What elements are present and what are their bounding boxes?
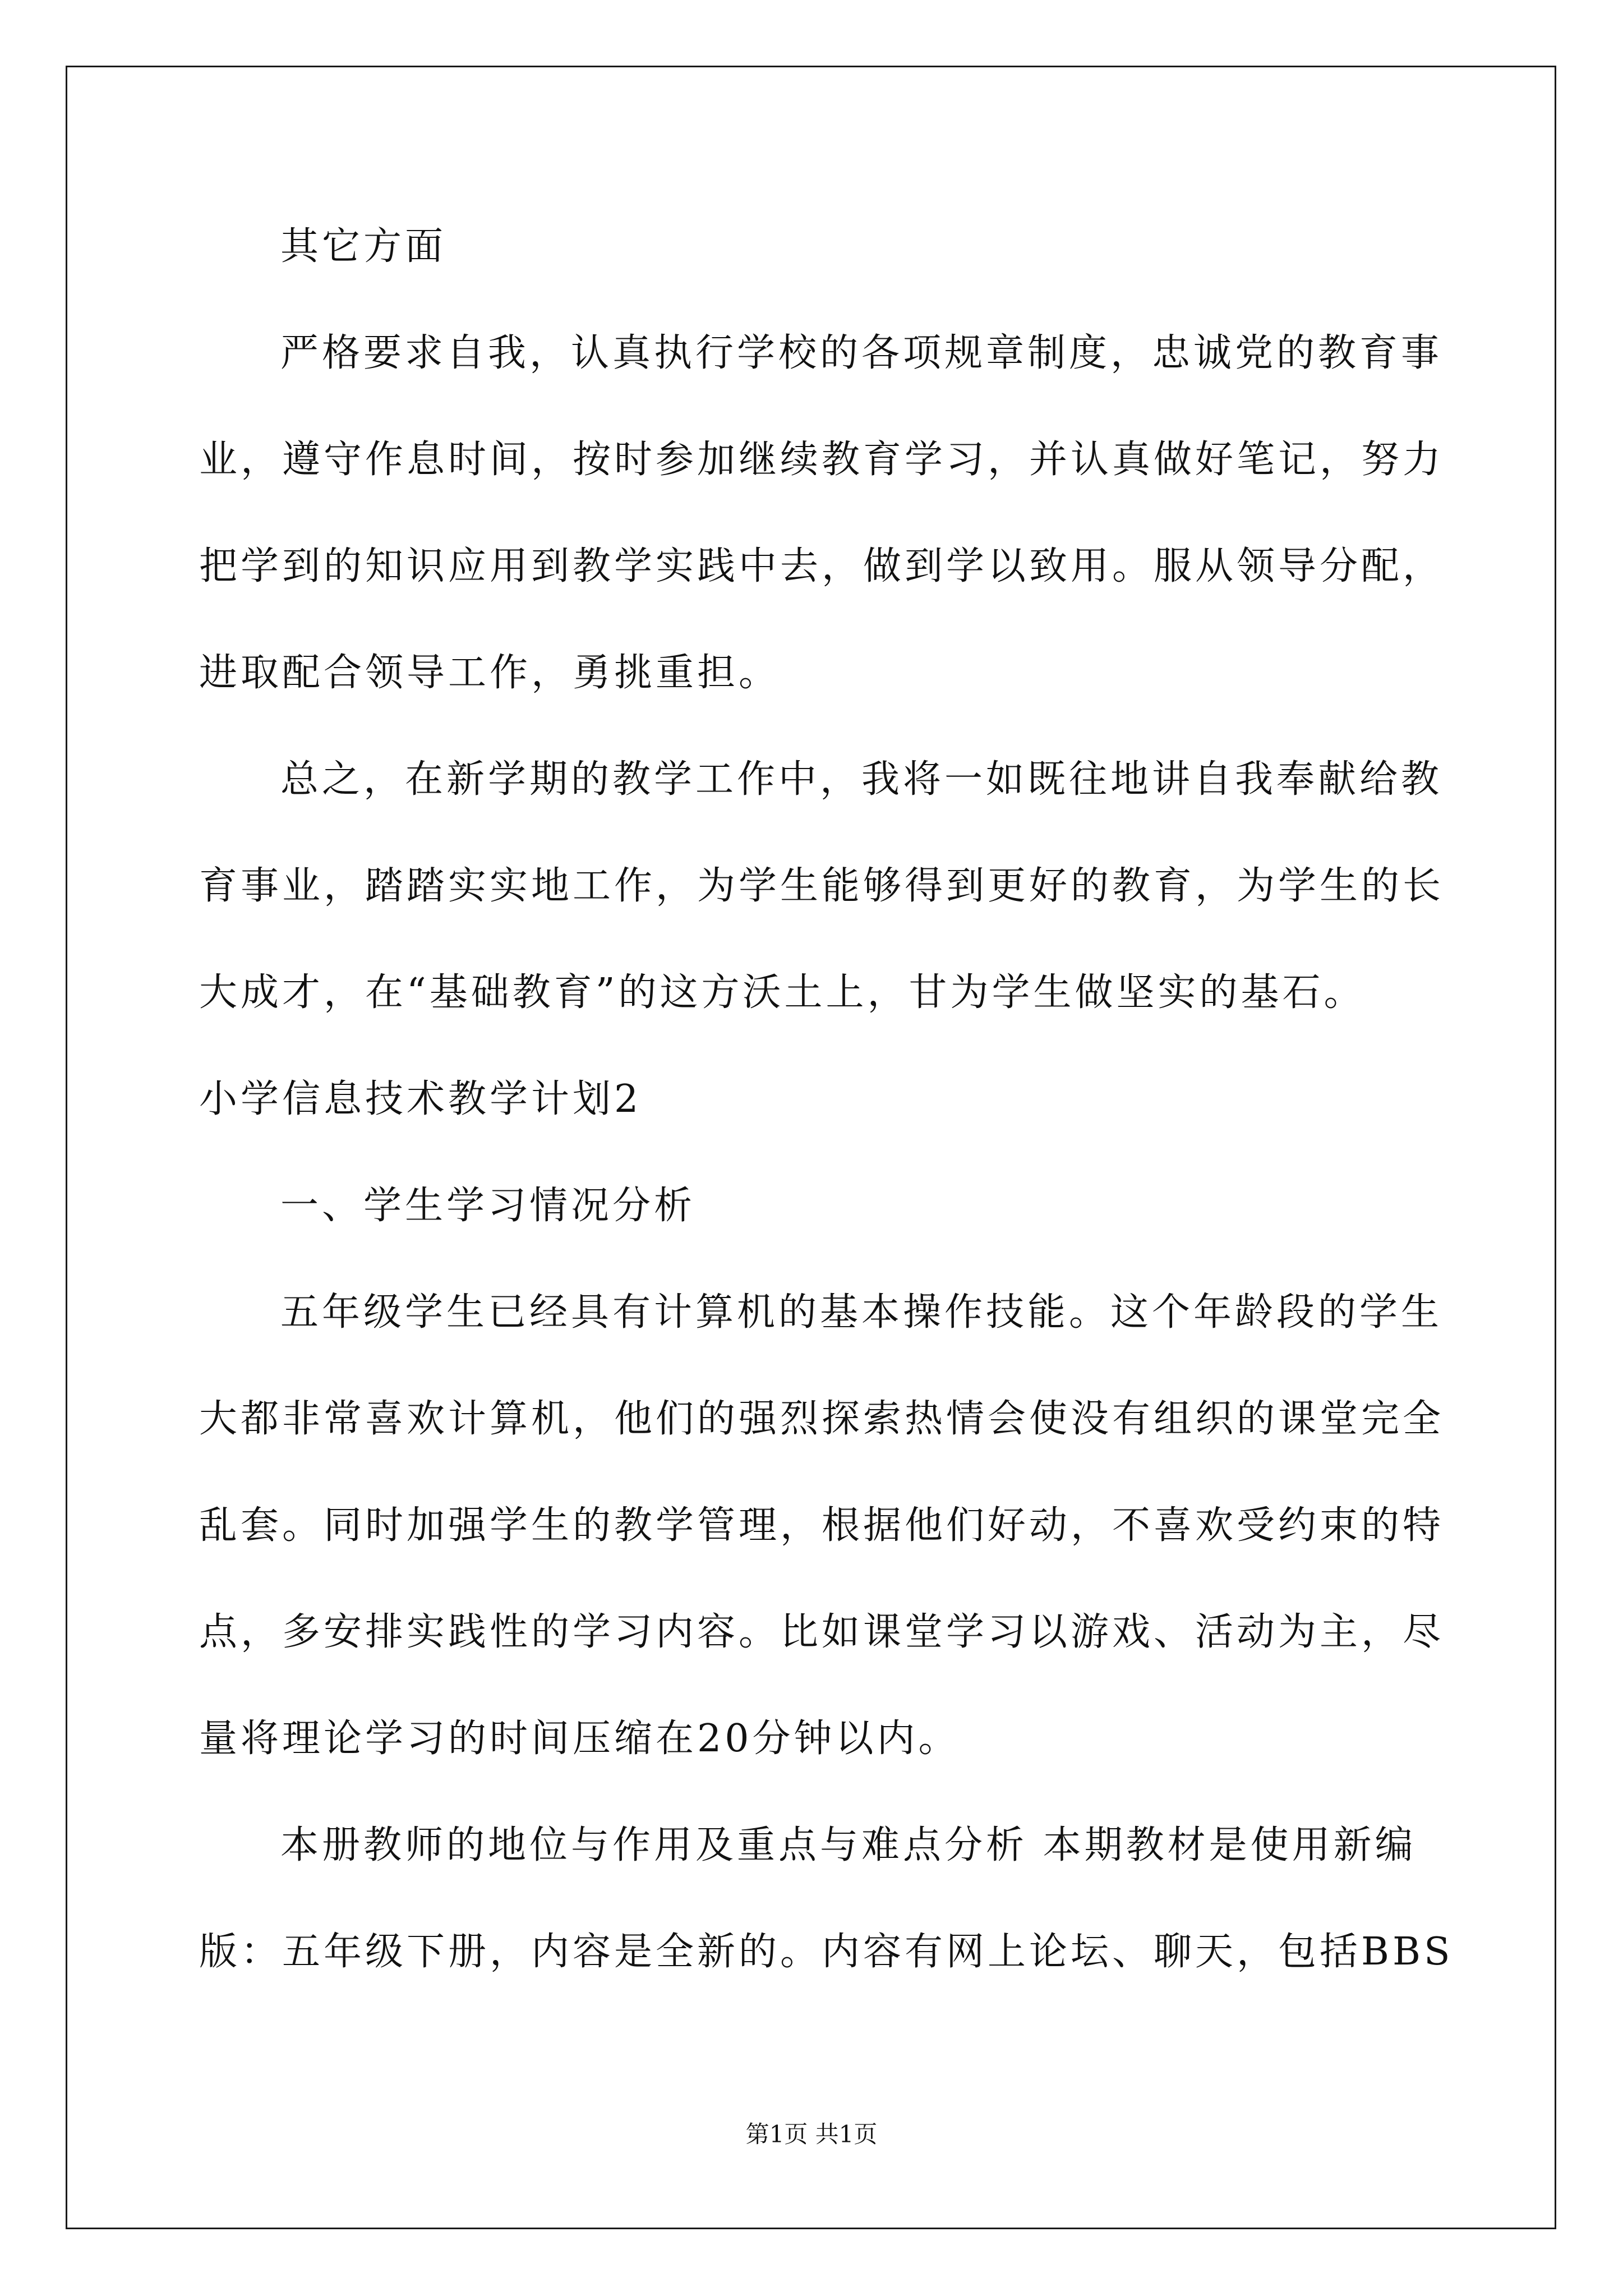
paragraph-line: 大都非常喜欢计算机，他们的强烈探索热情会使没有组织的课堂完全 (199, 1397, 1445, 1441)
section-heading-student-analysis: 一、学生学习情况分析 (280, 1184, 696, 1228)
paragraph-line: 版：五年级下册，内容是全新的。内容有网上论坛、聊天，包括BBS (199, 1930, 1454, 1974)
paragraph-line: 五年级学生已经具有计算机的基本操作技能。这个年龄段的学生 (280, 1290, 1443, 1335)
paragraph-line: 量将理论学习的时间压缩在20分钟以内。 (199, 1717, 960, 1761)
paragraph-line: 乱套。同时加强学生的教学管理，根据他们好动，不喜欢受约束的特 (199, 1503, 1445, 1548)
section-heading-other-aspects: 其它方面 (280, 224, 447, 269)
paragraph-line: 严格要求自我，认真执行学校的各项规章制度，忠诚党的教育事 (280, 331, 1443, 375)
paragraph-line: 本册教师的地位与作用及重点与难点分析 本期教材是使用新编 (280, 1823, 1417, 1867)
paragraph-line: 大成才，在“基础教育”的这方沃土上，甘为学生做坚实的基石。 (199, 970, 1366, 1015)
paragraph-line: 把学到的知识应用到教学实践中去，做到学以致用。服从领导分配， (199, 544, 1445, 588)
page-border (66, 66, 1556, 2229)
paragraph-line: 点，多安排实践性的学习内容。比如课堂学习以游戏、活动为主，尽 (199, 1610, 1445, 1654)
paragraph-line: 总之，在新学期的教学工作中，我将一如既往地讲自我奉献给教 (280, 757, 1443, 802)
paragraph-line: 进取配合领导工作，勇挑重担。 (199, 651, 781, 695)
paragraph-line: 业，遵守作息时间，按时参加继续教育学习，并认真做好笔记，努力 (199, 438, 1445, 482)
page-number: 第1页 共1页 (745, 2120, 878, 2148)
paragraph-line: 育事业，踏踏实实地工作，为学生能够得到更好的教育，为学生的长 (199, 864, 1445, 908)
document-title: 小学信息技术教学计划2 (199, 1077, 642, 1121)
